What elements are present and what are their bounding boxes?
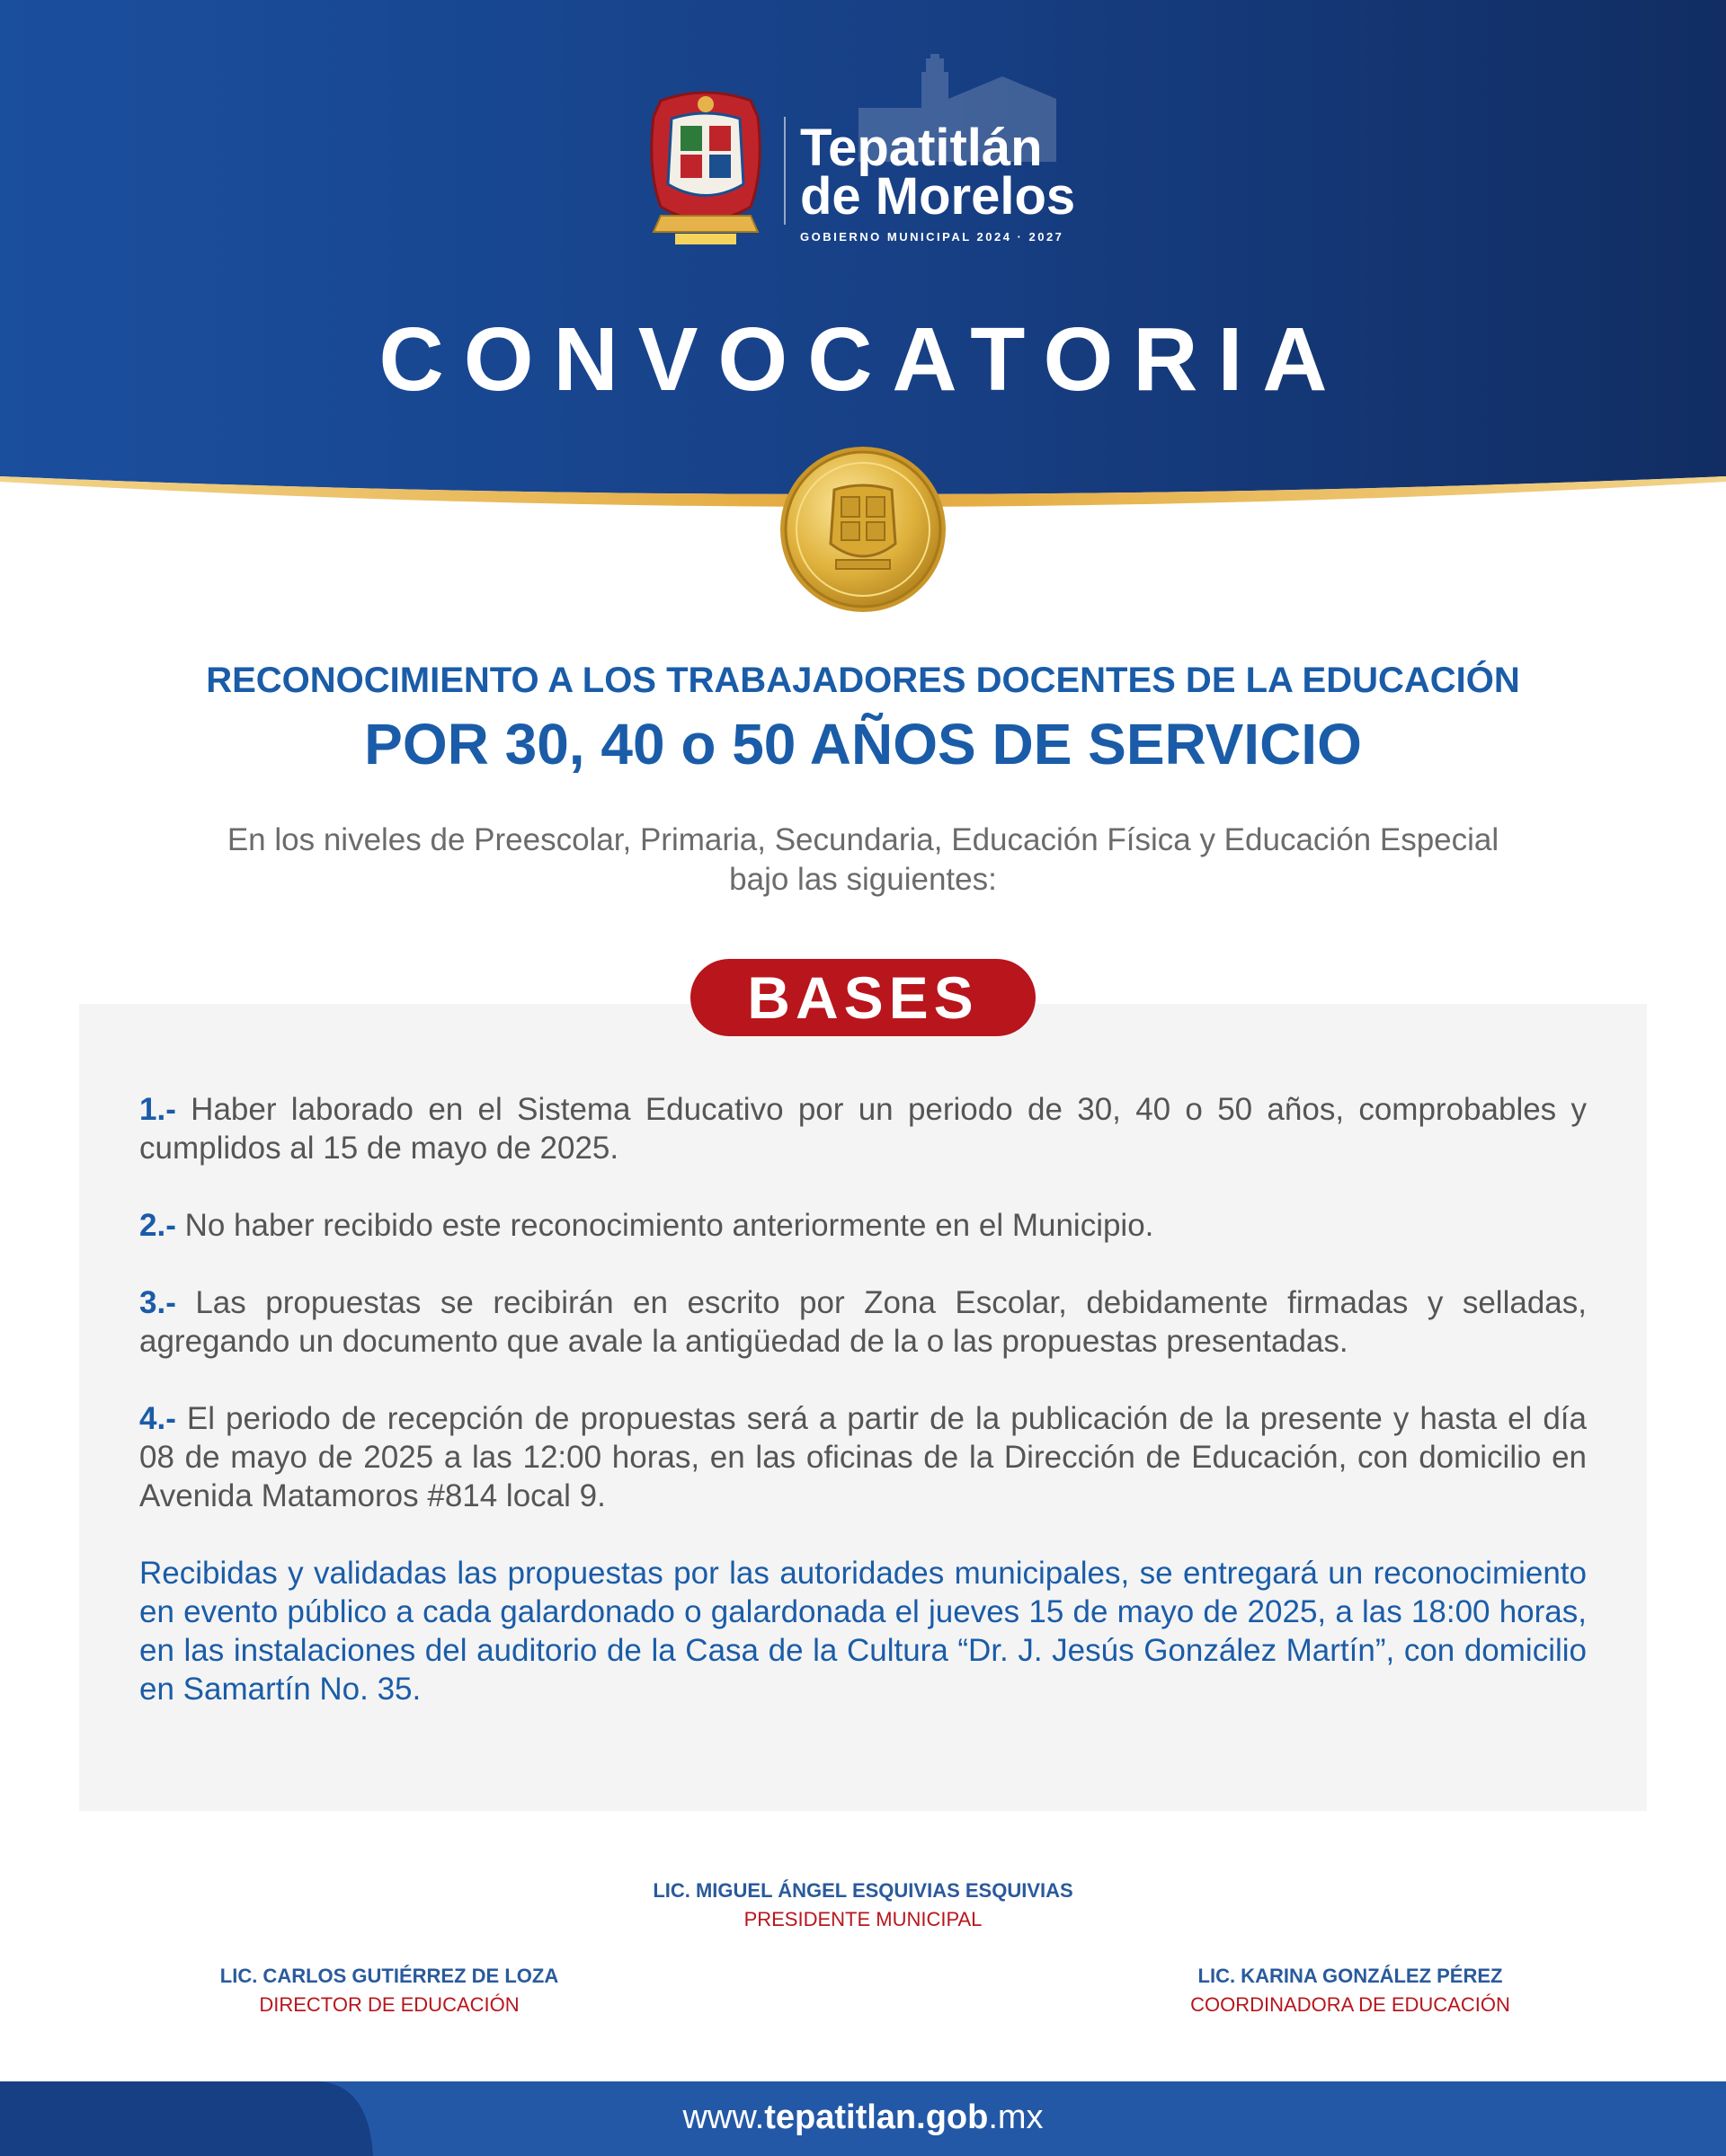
item-number: 4.-: [139, 1401, 176, 1436]
list-item: [139, 1283, 1587, 1361]
page-title: CONVOCATORIA: [378, 309, 1348, 410]
subtitle-years-of-service: POR 30, 40 o 50 AÑOS DE SERVICIO: [364, 712, 1362, 776]
gold-medal-icon: [778, 445, 948, 614]
website-link[interactable]: [0, 2092, 1726, 2143]
signature-role: COORDINADORA DE EDUCACIÓN: [1190, 1993, 1510, 2016]
bases-badge: BASES: [690, 959, 1036, 1036]
item-text: No haber recibido este reconocimiento anteriormente en el Municipio.: [184, 1208, 1154, 1243]
signature-role: PRESIDENTE MUNICIPAL: [743, 1908, 983, 1930]
logo-name-line2: de Morelos: [800, 167, 1076, 226]
list-item: [139, 1399, 1587, 1515]
website-prefix: www.: [682, 2098, 765, 2136]
signature-name: LIC. KARINA GONZÁLEZ PÉREZ: [1197, 1965, 1503, 1987]
logo-subtitle: GOBIERNO MUNICIPAL 2024 · 2027: [800, 230, 1064, 244]
list-item: [139, 1206, 1587, 1245]
website-domain: tepatitlan.gob: [764, 2098, 989, 2136]
logo-divider: [784, 117, 786, 225]
item-number: 1.-: [139, 1092, 176, 1127]
signature-director: [165, 1962, 614, 2019]
signature-name: LIC. MIGUEL ÁNGEL ESQUIVIAS ESQUIVIAS: [653, 1879, 1073, 1902]
item-number: 3.-: [139, 1285, 176, 1320]
item-text: El periodo de recepción de propuestas será a partir de la publicación de la presente y hasta el día 08 de mayo de 2025 a las 12:00 horas, en las oficinas de la Dirección de Educación, con domicilio en Avenida Matamoros #814 local 9.: [139, 1401, 1587, 1513]
list-item: [139, 1090, 1587, 1167]
logo-name-line1: Tepatitlán: [800, 119, 1043, 177]
closing-paragraph: Recibidas y validadas las propuestas por las autoridades municipales, se entregará un reconocimiento en evento público a cada galardonado o galardonada el jueves 15 de mayo de 2025, a las 18:00 horas, en las instalaciones del auditorio de la Casa de la Cultura “Dr. J. Jesús González Martín”, con domicilio en Samartín No. 35.: [139, 1556, 1587, 1707]
signature-president: [593, 1877, 1133, 1934]
signature-role: DIRECTOR DE EDUCACIÓN: [259, 1993, 520, 2016]
municipal-coat-of-arms-icon: [643, 90, 769, 247]
item-text: Las propuestas se recibirán en escrito por Zona Escolar, debidamente firmadas y selladas, agregando un documento que avale la antigüedad de la o las propuestas presentadas.: [139, 1285, 1587, 1359]
signature-coordinator: [1125, 1962, 1575, 2019]
logo-text: [800, 119, 1076, 244]
municipal-logo: [643, 90, 1092, 252]
signature-name: LIC. CARLOS GUTIÉRREZ DE LOZA: [219, 1965, 559, 1987]
subtitle-recognition: RECONOCIMIENTO A LOS TRABAJADORES DOCENTES DE LA EDUCACIÓN: [206, 661, 1520, 700]
bases-list: [139, 1090, 1587, 1747]
intro-paragraph: En los niveles de Preescolar, Primaria, Secundaria, Educación Física y Educación Especial bajo las siguientes:: [227, 822, 1499, 897]
website-suffix: .mx: [988, 2098, 1044, 2136]
item-number: 2.-: [139, 1208, 176, 1243]
item-text: Haber laborado en el Sistema Educativo por un periodo de 30, 40 o 50 años, comprobables y cumplidos al 15 de mayo de 2025.: [139, 1092, 1587, 1166]
